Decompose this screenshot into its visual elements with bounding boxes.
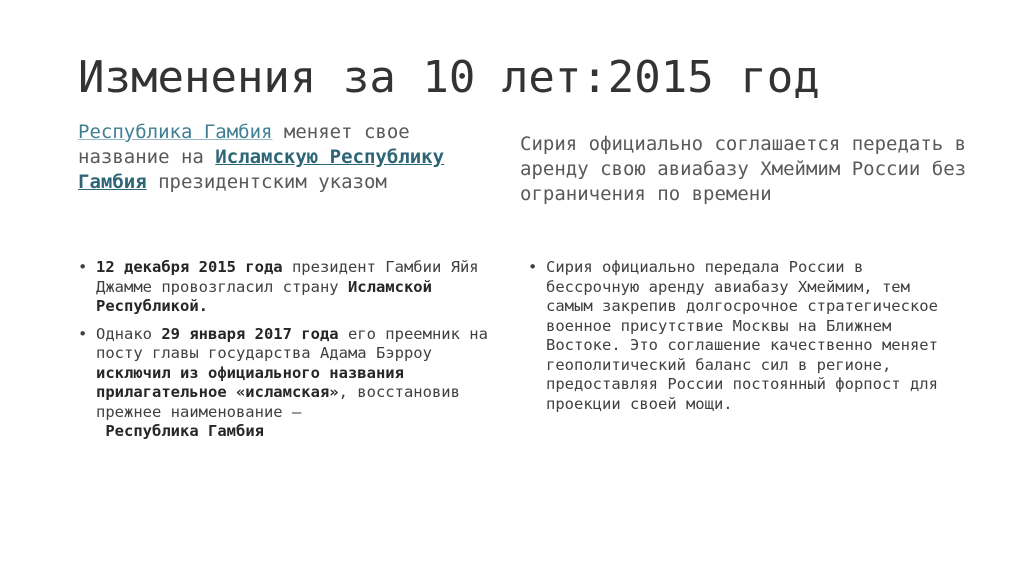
list-item	[78, 325, 498, 442]
bullet-text: Сирия официально передала России в бессрочную аренду авиабазу Хмеймим, тем самым закрепив долгосрочное стратегическое военное присутствие Москвы на Ближнем Востоке. Это соглашение качественно меняет геополитический баланс сил в регионе, предоставляя России постоянный форпост для проекции своей мощи.	[546, 258, 938, 413]
right-heading: Сирия официально соглашается передать в аренду свою авиабазу Хмеймим России без ограничения по времени	[520, 133, 967, 205]
bullet-icon: •	[78, 258, 88, 276]
bullet-text: его преемник на посту главы государства Адама Бэрроу	[96, 324, 488, 362]
gambia-link[interactable]: Республика Гамбия	[78, 121, 273, 143]
left-bullet-list	[78, 258, 498, 450]
left-heading	[78, 120, 508, 195]
islamic-republic-link-cont[interactable]: Гамбия	[78, 171, 147, 193]
bullet-bold-text: исключил из официального названия прилагательное «исламская»	[96, 363, 404, 401]
bullet-bold-text: Исламской Республикой.	[96, 277, 432, 315]
right-bullet-list	[528, 258, 948, 422]
slide-title: Изменения за 10 лет:2015 год	[78, 52, 820, 103]
bullet-icon: •	[78, 324, 88, 343]
left-heading-text-1: меняет свое название на	[78, 121, 410, 168]
bullet-text: Однако	[96, 324, 162, 343]
bullet-bold-text: Республика Гамбия	[105, 422, 264, 440]
date-2017: 29 января 2017 года	[161, 324, 339, 343]
islamic-republic-link[interactable]: Исламскую Республику	[215, 146, 445, 168]
left-heading-text-2: президентским указом	[146, 171, 387, 193]
list-item	[528, 258, 948, 414]
list-item	[78, 258, 498, 317]
bullet-icon: •	[528, 258, 538, 276]
bullet-text: , восстановив прежнее наименование —	[96, 383, 460, 421]
date-2015: 12 декабря 2015 года	[96, 258, 283, 276]
bullet-text: президент Гамбии Яйя Джамме провозгласил страну	[96, 258, 479, 296]
